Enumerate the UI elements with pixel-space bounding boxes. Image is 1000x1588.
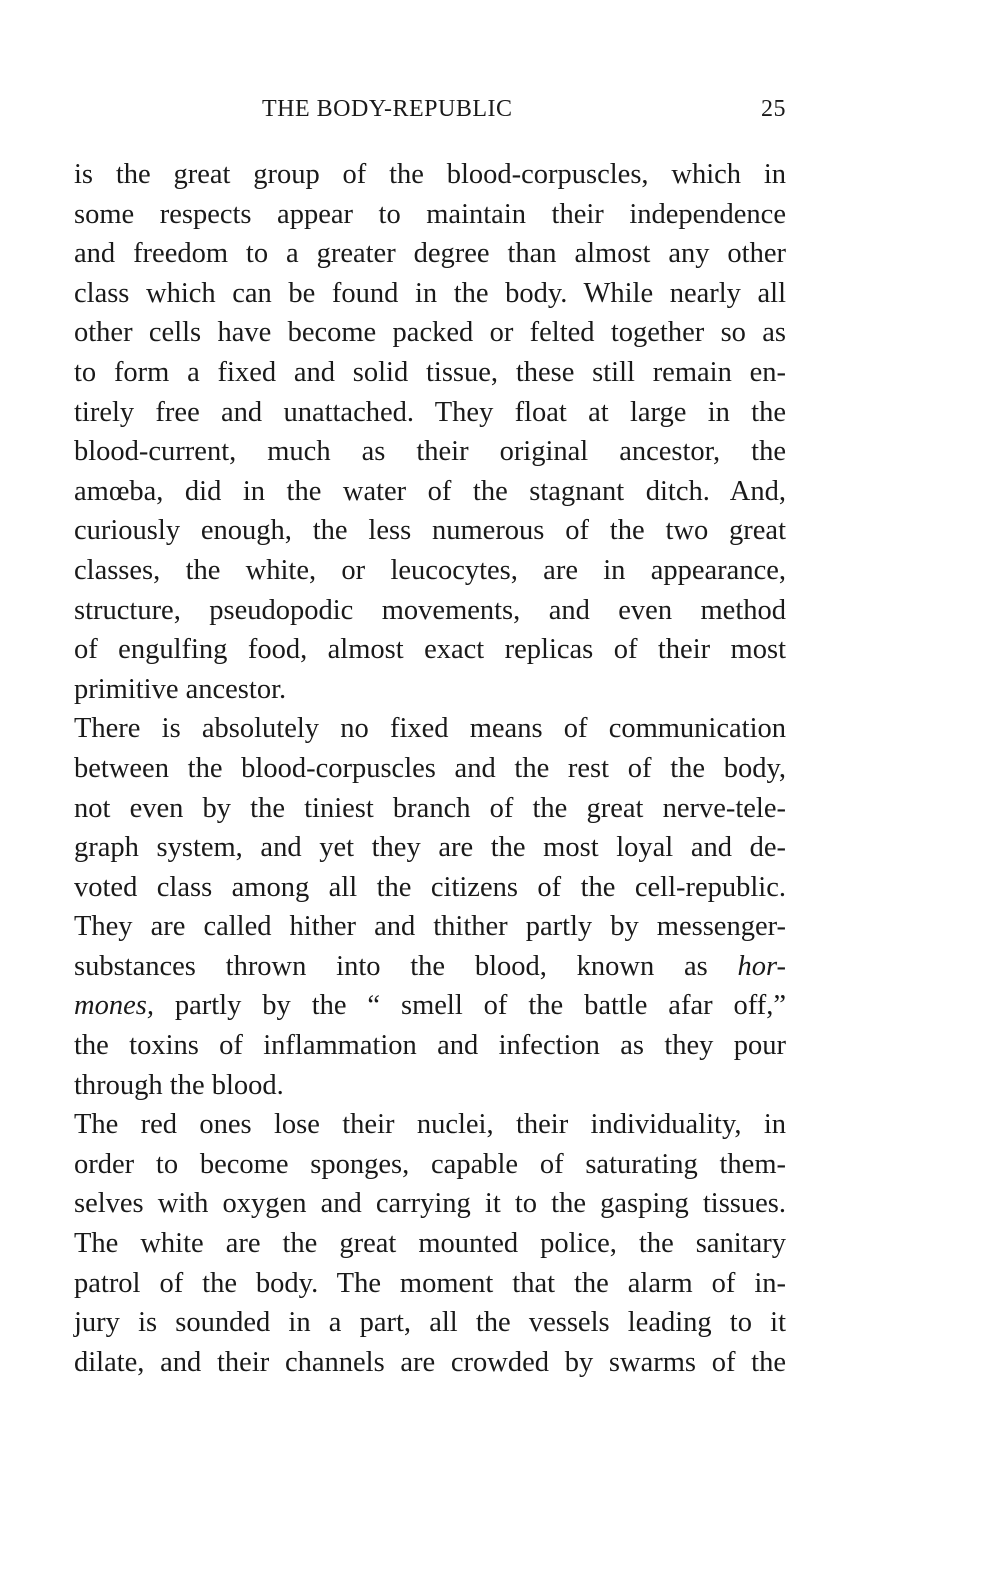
text-line [74,1105,786,1145]
text-line [74,1343,786,1383]
line-text: is the great group of the blood-corpuscles, which in [74,159,786,190]
line-text: not even by the tiniest branch of the great nerve-tele- [74,792,786,824]
text-line [74,274,786,314]
line-text: to form a fixed and solid tissue, these still remain en- [74,356,786,388]
line-text: amœba, did in the water of the stagnant ditch. And, [74,475,786,507]
line-text: jury is sounded in a part, all the vessels leading to it [74,1307,786,1339]
line-text: through the blood. [74,1069,284,1101]
line-text: The red ones lose their nuclei, their individuality, in [74,1109,786,1141]
line-text: some respects appear to maintain their independence [74,198,786,230]
text-line [74,709,786,749]
text-line [74,670,786,710]
text-line [74,591,786,631]
line-text: voted class among all the citizens of the cell-republic. [74,871,786,903]
text-line [74,551,786,591]
line-text: of engulfing food, almost exact replicas of their most [74,634,786,666]
text-line [74,1066,786,1106]
text-line [74,472,786,512]
running-title: THE BODY-REPUBLIC [262,96,513,122]
text-line [74,432,786,472]
text-line [74,868,786,908]
text-line [74,353,786,393]
line-text: substances thrown into the blood, known as [74,950,738,982]
line-text: graph system, and yet they are the most loyal and de- [74,832,786,864]
line-text-after: partly by the “ smell of the battle afar off,” [153,990,786,1022]
text-line [74,789,786,829]
body-text [74,155,786,1382]
text-line [74,986,786,1026]
italic-term: hor- [737,950,786,982]
page-header [74,96,786,132]
line-text: order to become sponges, capable of saturating them- [74,1148,786,1180]
line-text: primitive ancestor. [74,673,287,705]
page-number: 25 [761,96,786,122]
line-text: and freedom to a greater degree than almost any other [74,238,786,270]
line-text: between the blood-corpuscles and the rest of the body, [74,752,786,784]
text-line [74,313,786,353]
text-line [74,1264,786,1304]
line-text: class which can be found in the body. While nearly all [74,277,786,309]
text-line [74,630,786,670]
text-line [74,234,786,274]
italic-term: mones, [74,990,154,1022]
text-line [74,1026,786,1066]
line-text: dilate, and their channels are crowded by swarms of the [74,1346,786,1378]
text-line [74,1224,786,1264]
text-line [74,749,786,789]
line-text: There is absolutely no fixed means of communication [74,713,786,745]
line-text: the toxins of inflammation and infection as they pour [74,1030,786,1062]
line-text: The white are the great mounted police, the sanitary [74,1228,786,1260]
text-line [74,1145,786,1185]
line-text: curiously enough, the less numerous of the two great [74,515,786,547]
text-line [74,947,786,987]
text-line [74,195,786,235]
text-line [74,1184,786,1224]
text-line [74,1303,786,1343]
line-text: patrol of the body. The moment that the alarm of in- [74,1267,786,1299]
text-line [74,155,786,195]
line-text: blood-current, much as their original ancestor, the [74,436,786,468]
text-line [74,828,786,868]
line-text: They are called hither and thither partly by messenger- [74,911,786,943]
line-text: other cells have become packed or felted together so as [74,317,786,349]
text-line [74,907,786,947]
line-text: structure, pseudopodic movements, and even method [74,594,786,626]
text-line [74,393,786,433]
line-text: tirely free and unattached. They float at large in the [74,396,786,428]
line-text: selves with oxygen and carrying it to the gasping tissues. [74,1188,786,1220]
line-text: classes, the white, or leucocytes, are in appearance, [74,554,786,586]
text-line [74,511,786,551]
